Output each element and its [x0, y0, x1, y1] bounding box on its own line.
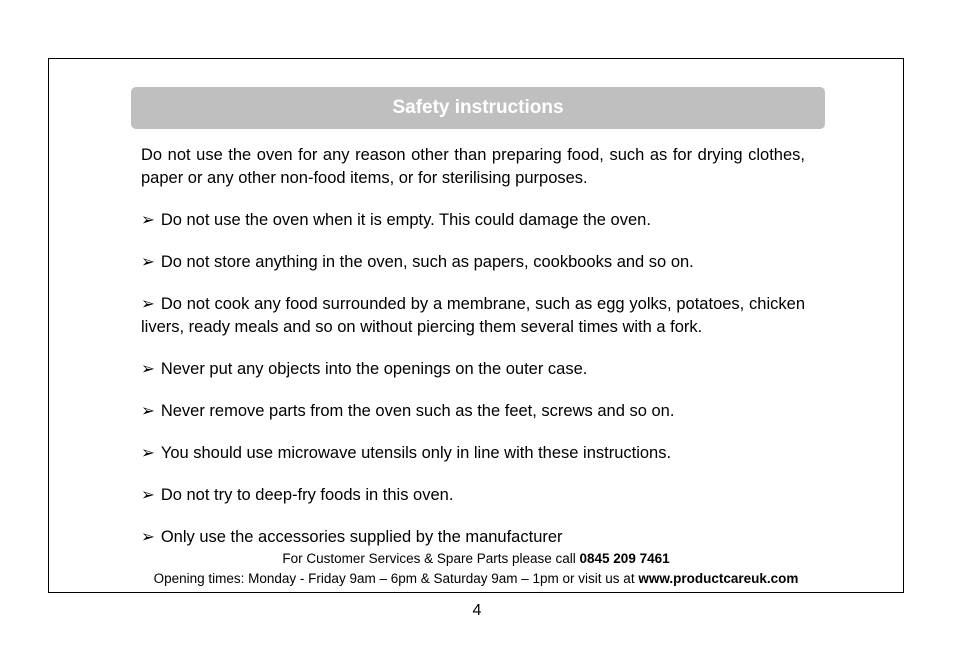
arrow-bullet-icon: ➢: [141, 528, 155, 546]
bullet-item: [141, 484, 805, 507]
bullet-text: Do not store anything in the oven, such as papers, cookbooks and so on.: [160, 253, 694, 271]
bullet-item: [141, 526, 805, 549]
bullet-item: [141, 251, 805, 274]
arrow-bullet-icon: ➢: [141, 360, 155, 378]
bullet-item: [141, 400, 805, 423]
bullet-item: [141, 209, 805, 232]
arrow-bullet-icon: ➢: [141, 444, 155, 462]
footer-website: www.productcareuk.com: [638, 571, 799, 586]
footer: [49, 549, 903, 589]
arrow-bullet-icon: ➢: [141, 486, 155, 504]
page-number: 4: [472, 602, 482, 619]
bullet-text: Do not cook any food surrounded by a membrane, such as egg yolks, potatoes, chicken livers, ready meals and so on without piercing them several times with a fork.: [141, 295, 805, 336]
bullet-item: [141, 442, 805, 465]
bullet-text: Do not try to deep-fry foods in this oven.: [160, 486, 454, 504]
footer-phone: 0845 209 7461: [579, 551, 670, 566]
bullet-text: Never put any objects into the openings on the outer case.: [160, 360, 588, 378]
intro-paragraph: Do not use the oven for any reason other than preparing food, such as for drying clothes, paper or any other non-food items, or for sterilising purposes.: [141, 146, 805, 187]
footer-hours-line: Opening times: Monday - Friday 9am – 6pm & Saturday 9am – 1pm or visit us at www.productcareuk.com: [153, 571, 799, 586]
arrow-bullet-icon: ➢: [141, 211, 155, 229]
section-title-bar: [131, 87, 825, 129]
arrow-bullet-icon: ➢: [141, 295, 155, 313]
arrow-bullet-icon: ➢: [141, 402, 155, 420]
bullet-item: [141, 293, 805, 339]
bullet-text: Do not use the oven when it is empty. This could damage the oven.: [160, 211, 651, 229]
page-frame: [48, 58, 904, 593]
bullet-text: Never remove parts from the oven such as the feet, screws and so on.: [160, 402, 675, 420]
bullet-text: You should use microwave utensils only in line with these instructions.: [160, 444, 672, 462]
bullet-item: [141, 358, 805, 381]
footer-contact-line: For Customer Services & Spare Parts please call 0845 209 7461: [282, 551, 670, 566]
section-title: Safety instructions: [392, 97, 564, 118]
arrow-bullet-icon: ➢: [141, 253, 155, 271]
instructions-content: [141, 144, 805, 568]
bullet-text: Only use the accessories supplied by the manufacturer: [160, 528, 563, 546]
